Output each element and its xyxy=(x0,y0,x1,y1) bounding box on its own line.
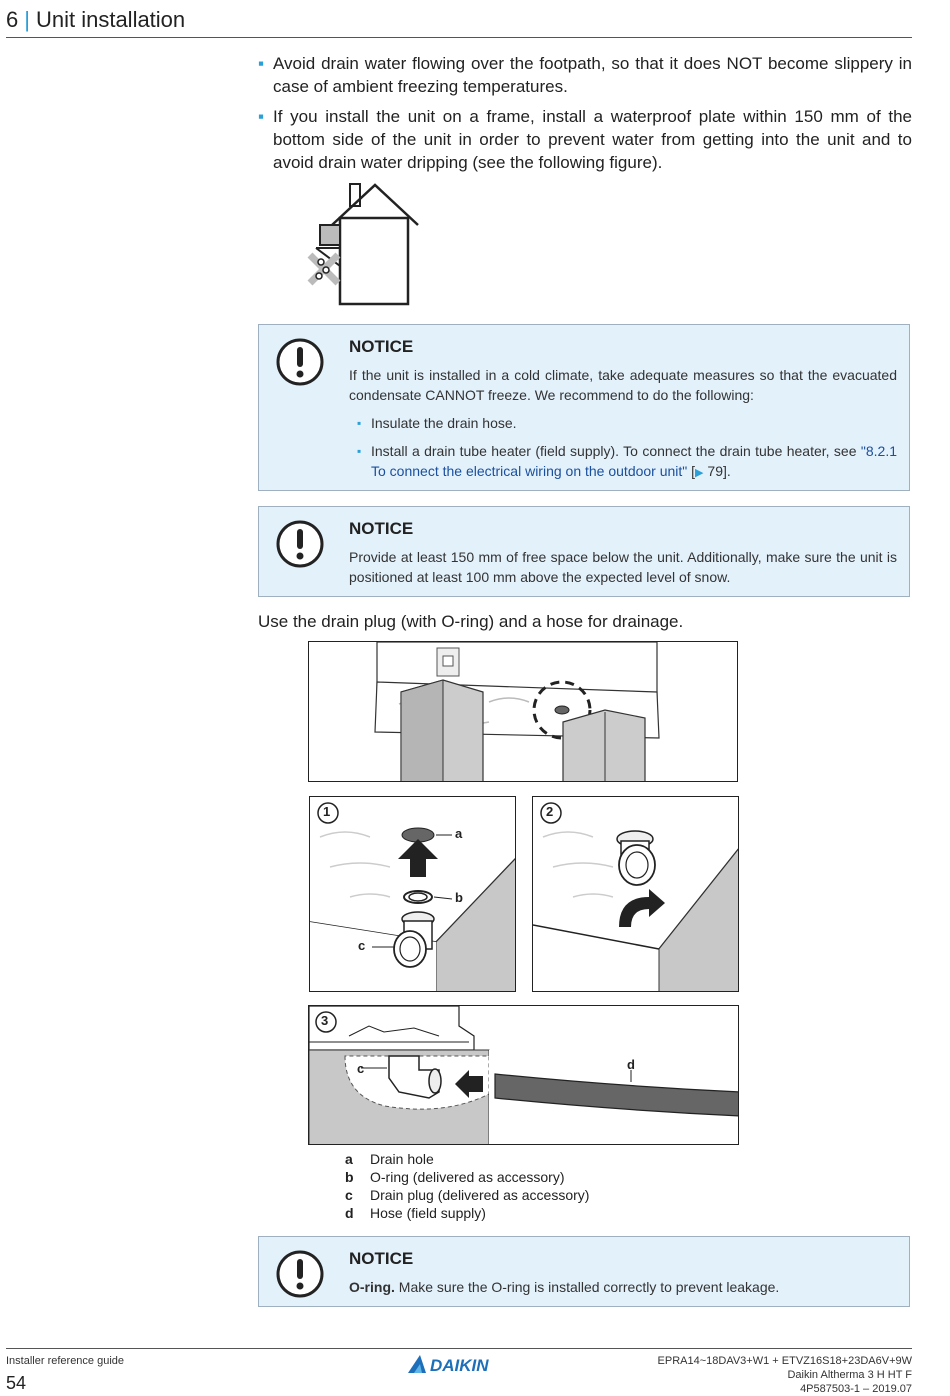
step1-figure xyxy=(309,796,516,992)
cross-reference-link[interactable]: "8.2.1 To connect the electrical wiring on the outdoor unit" xyxy=(371,443,897,479)
callout-d: d xyxy=(627,1057,635,1072)
chapter-separator: | xyxy=(24,7,30,32)
notice-cold-climate xyxy=(258,324,910,491)
notice-item-text: Install a drain tube heater (field supply). To connect the drain tube heater, see xyxy=(371,443,857,459)
figure-legend xyxy=(345,1150,589,1222)
callout-b: b xyxy=(455,890,463,905)
list-marker: ▪ xyxy=(357,416,362,430)
notice-text: Provide at least 150 mm of free space below the unit. Additionally, make sure the unit is positioned at least 100 mm above the expected level of snow. xyxy=(349,549,897,585)
notice-o-ring xyxy=(258,1236,910,1307)
legend-text: Drain hole xyxy=(370,1151,434,1167)
bullet-item xyxy=(258,105,912,174)
list-marker: ▪ xyxy=(357,444,362,458)
unit-bottom-figure xyxy=(308,641,738,782)
exclamation-icon xyxy=(275,337,325,387)
legend-key: b xyxy=(345,1169,354,1185)
legend-row xyxy=(345,1168,589,1186)
model-numbers: EPRA14~18DAV3+W1 + ETVZ16S18+23DA6V+9W xyxy=(657,1355,912,1367)
house-drain-figure xyxy=(300,180,430,308)
page-footer xyxy=(6,1348,912,1395)
bullet-marker: ▪ xyxy=(258,54,265,73)
legend-text: Drain plug (delivered as accessory) xyxy=(370,1187,590,1203)
legend-key: d xyxy=(345,1205,354,1221)
notice-title: NOTICE xyxy=(349,337,414,356)
bullet-text: If you install the unit on a frame, install a waterproof plate within 150 mm of the bottom side of the unit in order to prevent water from getting into the unit and to avoid drain water dripping (see the following figure). xyxy=(273,107,912,172)
logo-text: DAIKIN xyxy=(430,1356,489,1375)
callout-c: c xyxy=(357,1061,365,1076)
page-ref-number[interactable]: 79 xyxy=(707,463,723,479)
notice-title: NOTICE xyxy=(349,519,414,538)
notice-bold-lead: O-ring. xyxy=(349,1279,395,1295)
notice-body xyxy=(349,1277,897,1297)
drain-instruction: Use the drain plug (with O-ring) and a hose for drainage. xyxy=(258,612,684,631)
legend-text: Hose (field supply) xyxy=(370,1205,486,1221)
step3-figure xyxy=(308,1005,739,1145)
footer-doc-info xyxy=(658,1354,912,1396)
step-number: 1 xyxy=(323,804,331,819)
notice-body xyxy=(349,365,897,483)
chapter-title: Unit installation xyxy=(35,7,186,32)
notice-text: Make sure the O-ring is installed correctly to prevent leakage. xyxy=(398,1279,780,1295)
page-ref: [▶ 79]. xyxy=(691,463,731,479)
legend-row xyxy=(345,1150,589,1168)
product-name: Daikin Altherma 3 H HT F xyxy=(787,1369,912,1381)
notice-list-item xyxy=(349,441,897,483)
callout-c: c xyxy=(358,938,366,953)
legend-row xyxy=(345,1186,589,1204)
legend-row xyxy=(345,1204,589,1222)
chapter-heading xyxy=(6,7,185,33)
chapter-number: 6 xyxy=(6,7,19,32)
notice-title: NOTICE xyxy=(349,1249,414,1268)
callout-a: a xyxy=(455,826,463,841)
bullet-text: Avoid drain water flowing over the footpath, so that it does NOT become slippery in case of ambient freezing temperatures. xyxy=(273,54,912,96)
notice-free-space xyxy=(258,506,910,597)
legend-key: c xyxy=(345,1187,353,1203)
bullet-marker: ▪ xyxy=(258,107,265,126)
notice-item-text: Insulate the drain hose. xyxy=(371,415,517,431)
legend-text: O-ring (delivered as accessory) xyxy=(370,1169,565,1185)
daikin-logo xyxy=(406,1353,516,1375)
page-number: 54 xyxy=(6,1373,27,1393)
step2-figure xyxy=(532,796,739,992)
page-header xyxy=(6,5,912,38)
page-ref-arrow-icon: ▶ xyxy=(695,467,704,479)
document-id: 4P587503-1 – 2019.07 xyxy=(800,1383,912,1395)
step-number: 2 xyxy=(546,804,554,819)
exclamation-icon xyxy=(275,519,325,569)
bullet-list xyxy=(258,52,912,181)
step-number: 3 xyxy=(321,1013,329,1028)
exclamation-icon xyxy=(275,1249,325,1299)
notice-list-item xyxy=(349,413,897,433)
notice-text: If the unit is installed in a cold climate, take adequate measures so that the evacuated condensate CANNOT freeze. We recommend to do the following: xyxy=(349,367,897,403)
bullet-item xyxy=(258,52,912,98)
guide-name: Installer reference guide xyxy=(6,1355,125,1367)
legend-key: a xyxy=(345,1151,353,1167)
